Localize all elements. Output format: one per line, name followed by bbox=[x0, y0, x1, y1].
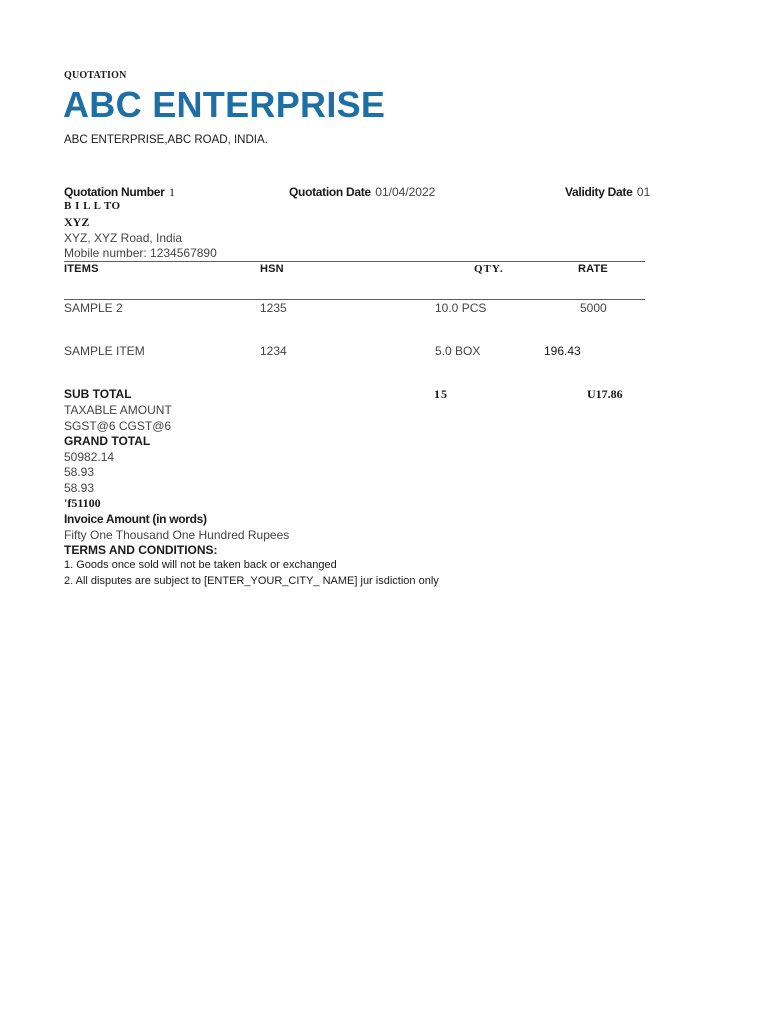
list-item: 2. All disputes are subject to [ENTER_YOUR_CITY_ NAME] jur isdiction only bbox=[64, 575, 439, 587]
quotation-date-value: 01/04/2022 bbox=[375, 185, 436, 199]
validity-date-value: 01 bbox=[636, 185, 651, 199]
quotation-number-label: Quotation Number bbox=[64, 185, 165, 199]
quotation-date-label: Quotation Date bbox=[289, 185, 371, 199]
bill-to-label: B I L L TO bbox=[64, 200, 121, 212]
sgst-amount: 58.93 bbox=[64, 465, 95, 479]
row-hsn: 1234 bbox=[260, 344, 287, 358]
bill-to-name: XYZ bbox=[64, 215, 90, 229]
validity-date bbox=[565, 183, 651, 201]
terms-heading: TERMS AND CONDITIONS: bbox=[64, 543, 218, 557]
table-header-rule bbox=[64, 299, 645, 300]
taxable-amount-value: 50982.14 bbox=[64, 450, 115, 464]
quotation-number bbox=[64, 183, 175, 201]
company-address: ABC ENTERPRISE,ABC ROAD, INDIA. bbox=[64, 134, 268, 146]
row-item: SAMPLE 2 bbox=[64, 301, 123, 315]
bill-to-address: XYZ, XYZ Road, India bbox=[64, 231, 183, 245]
list-item: 1. Goods once sold will not be taken back or exchanged bbox=[64, 559, 337, 571]
row-rate: 196.43 bbox=[544, 344, 581, 358]
row-hsn: 1235 bbox=[260, 301, 287, 315]
quotation-number-value: 1 bbox=[168, 185, 175, 199]
taxable-amount-label: TAXABLE AMOUNT bbox=[64, 403, 172, 417]
row-rate: 5000 bbox=[580, 301, 607, 315]
subtotal-label: SUB TOTAL bbox=[64, 387, 132, 401]
column-header-hsn: HSN bbox=[260, 263, 284, 275]
row-qty: 5.0 BOX bbox=[435, 344, 481, 358]
cgst-amount: 58.93 bbox=[64, 481, 95, 495]
grand-total-value: 'f51100 bbox=[64, 496, 101, 510]
column-header-rate: RATE bbox=[578, 263, 608, 275]
table-top-rule bbox=[64, 261, 645, 262]
column-header-qty: QTY. bbox=[474, 263, 504, 275]
company-name: ABC ENTERPRISE bbox=[63, 84, 386, 125]
tax-label: SGST@6 CGST@6 bbox=[64, 419, 172, 433]
subtotal-amount: U17.86 bbox=[587, 387, 623, 401]
column-header-items: ITEMS bbox=[64, 263, 99, 275]
bill-to-mobile: Mobile number: 1234567890 bbox=[64, 246, 217, 260]
row-item: SAMPLE ITEM bbox=[64, 344, 145, 358]
subtotal-qty: 15 bbox=[434, 387, 448, 401]
grand-total-label: GRAND TOTAL bbox=[64, 434, 151, 448]
document-type: QUOTATION bbox=[64, 70, 127, 81]
quotation-date bbox=[289, 183, 435, 201]
validity-date-label: Validity Date bbox=[565, 185, 633, 199]
amount-in-words-value: Fifty One Thousand One Hundred Rupees bbox=[64, 528, 290, 542]
row-qty: 10.0 PCS bbox=[435, 301, 487, 315]
amount-in-words-label: Invoice Amount (in words) bbox=[64, 512, 207, 526]
